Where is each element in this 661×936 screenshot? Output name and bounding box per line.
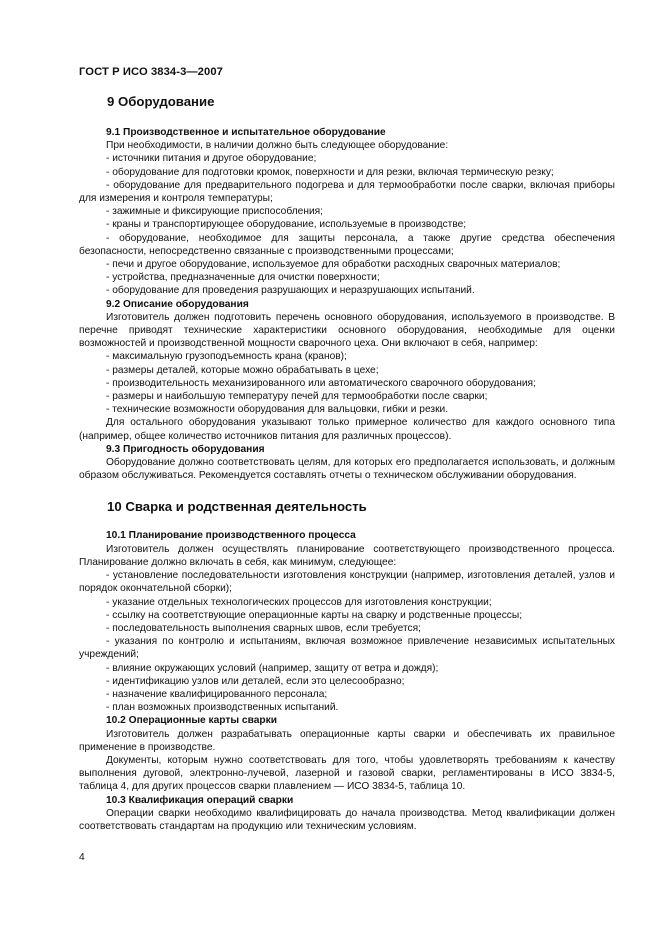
list-item: - оборудование для проведения разрушающих и неразрушающих испытаний.: [106, 285, 475, 297]
list-item: - печи и другое оборудование, используемое для обработки расходных сварочных материалов;: [106, 259, 561, 271]
document-body: [79, 94, 615, 833]
list-item: - размеры и наибольшую температуру печей для термообработки после сварки;: [106, 391, 488, 403]
list-item: - идентификацию узлов или деталей, если это целесообразно;: [106, 675, 405, 687]
paragraph: Изготовитель должен разрабатывать операционные карты сварки и обеспечивать их правильное применение в производстве.: [79, 728, 615, 753]
list-item: - производительность механизированного или автоматического сварочного оборудования;: [106, 377, 536, 389]
list-item: - зажимные и фиксирующие приспособления;: [106, 206, 323, 218]
list-item: - устройства, предназначенные для очистки поверхности;: [106, 272, 380, 284]
list-item: - последовательность выполнения сварных швов, если требуется;: [106, 622, 421, 634]
paragraph: Операции сварки необходимо квалифицировать до начала производства. Метод квалификации должен соответствовать стандартам на продукцию или техническим условиям.: [79, 807, 615, 832]
page-number: 4: [79, 852, 85, 863]
paragraph: Для остального оборудования указывают только примерное количество для каждого основного типа (например, общее количество источников питания для различных процессов).: [79, 417, 615, 442]
list-item: - технические возможности оборудования для вальцовки, гибки и резки.: [106, 404, 449, 416]
paragraph: При необходимости, в наличии должно быть следующее оборудование:: [106, 140, 449, 152]
subsection-9-2-title: 9.2 Описание оборудования: [106, 298, 249, 310]
paragraph: Изготовитель должен осуществлять планирование соответствующего производственного процесса. Планирование должно включать в себя, как минимум, следующее:: [79, 543, 615, 568]
list-item: - влияние окружающих условий (например, защиту от ветра и дождя);: [106, 662, 439, 674]
list-item: - оборудование для предварительного подогрева и для термообработки после сварки, включая приборы для измерения и контроля температуры;: [79, 179, 615, 205]
subsection-9-3-title: 9.3 Пригодность оборудования: [106, 443, 265, 455]
list-item: - источники питания и другое оборудование;: [106, 153, 317, 165]
document-header-code: ГОСТ Р ИСО 3834-3—2007: [79, 66, 223, 78]
list-item: - указания по контролю и испытаниям, включая возможное привлечение независимых испытательных учреждений;: [79, 636, 615, 661]
paragraph: Оборудование должно соответствовать целям, для которых его предполагается использовать, и должным образом обслуживаться. Рекомендуется составлять отчеты о техническом обслуживании оборудования.: [79, 457, 615, 482]
subsection-9-1-title: 9.1 Производственное и испытательное оборудование: [106, 127, 386, 138]
subsection-10-3-title: 10.3 Квалификация операций сварки: [106, 794, 294, 806]
list-item: - ссылку на соответствующие операционные карты на сварку и родственные процессы;: [106, 609, 523, 621]
list-item: - план возможных производственных испытаний.: [106, 702, 339, 714]
list-item: - размеры деталей, которые можно обрабатывать в цехе;: [106, 364, 379, 376]
paragraph: Изготовитель должен подготовить перечень основного оборудования, используемого в производстве. В перечне приводят технические характеристики основного оборудования, необходимые для оценки возможностей и производственной мощности сварочного цеха. Они включают в себя, например:: [79, 311, 615, 350]
list-item: - оборудование для подготовки кромок, поверхности и для резки, включая термическую резку;: [106, 166, 554, 178]
subsection-10-2-title: 10.2 Операционные карты сварки: [106, 715, 277, 727]
list-item: - максимальную грузоподъемность крана (кранов);: [106, 351, 347, 363]
subsection-10-1-title: 10.1 Планирование производственного процесса: [106, 530, 356, 542]
list-item: - оборудование, необходимое для защиты персонала, а также другие средства обеспечения безопасности, непосредственно связанные с производственными процессами;: [79, 232, 615, 257]
list-item: - краны и транспортирующее оборудование, используемые в производстве;: [106, 219, 467, 231]
list-item: - назначение квалифицированного персонала;: [106, 688, 328, 700]
list-item: - установление последовательности изготовления конструкции (например, изготовления деталей, узлов и порядок окончательной сборки);: [79, 570, 615, 595]
section-9-title: 9 Оборудование: [107, 94, 215, 109]
list-item: - указание отдельных технологических процессов для изготовления конструкции;: [106, 596, 492, 608]
paragraph: Документы, которым нужно соответствовать для того, чтобы удовлетворять требованиям к качеству выполнения дуговой, электронно-лучевой, лазерной и газовой сварки, регламентированы в ИСО 3834-5, таблица 4, для других процессов сварки плавлением — ИСО 3834-5, таблица 10.: [79, 754, 615, 793]
section-10-title: 10 Сварка и родственная деятельность: [107, 499, 367, 515]
